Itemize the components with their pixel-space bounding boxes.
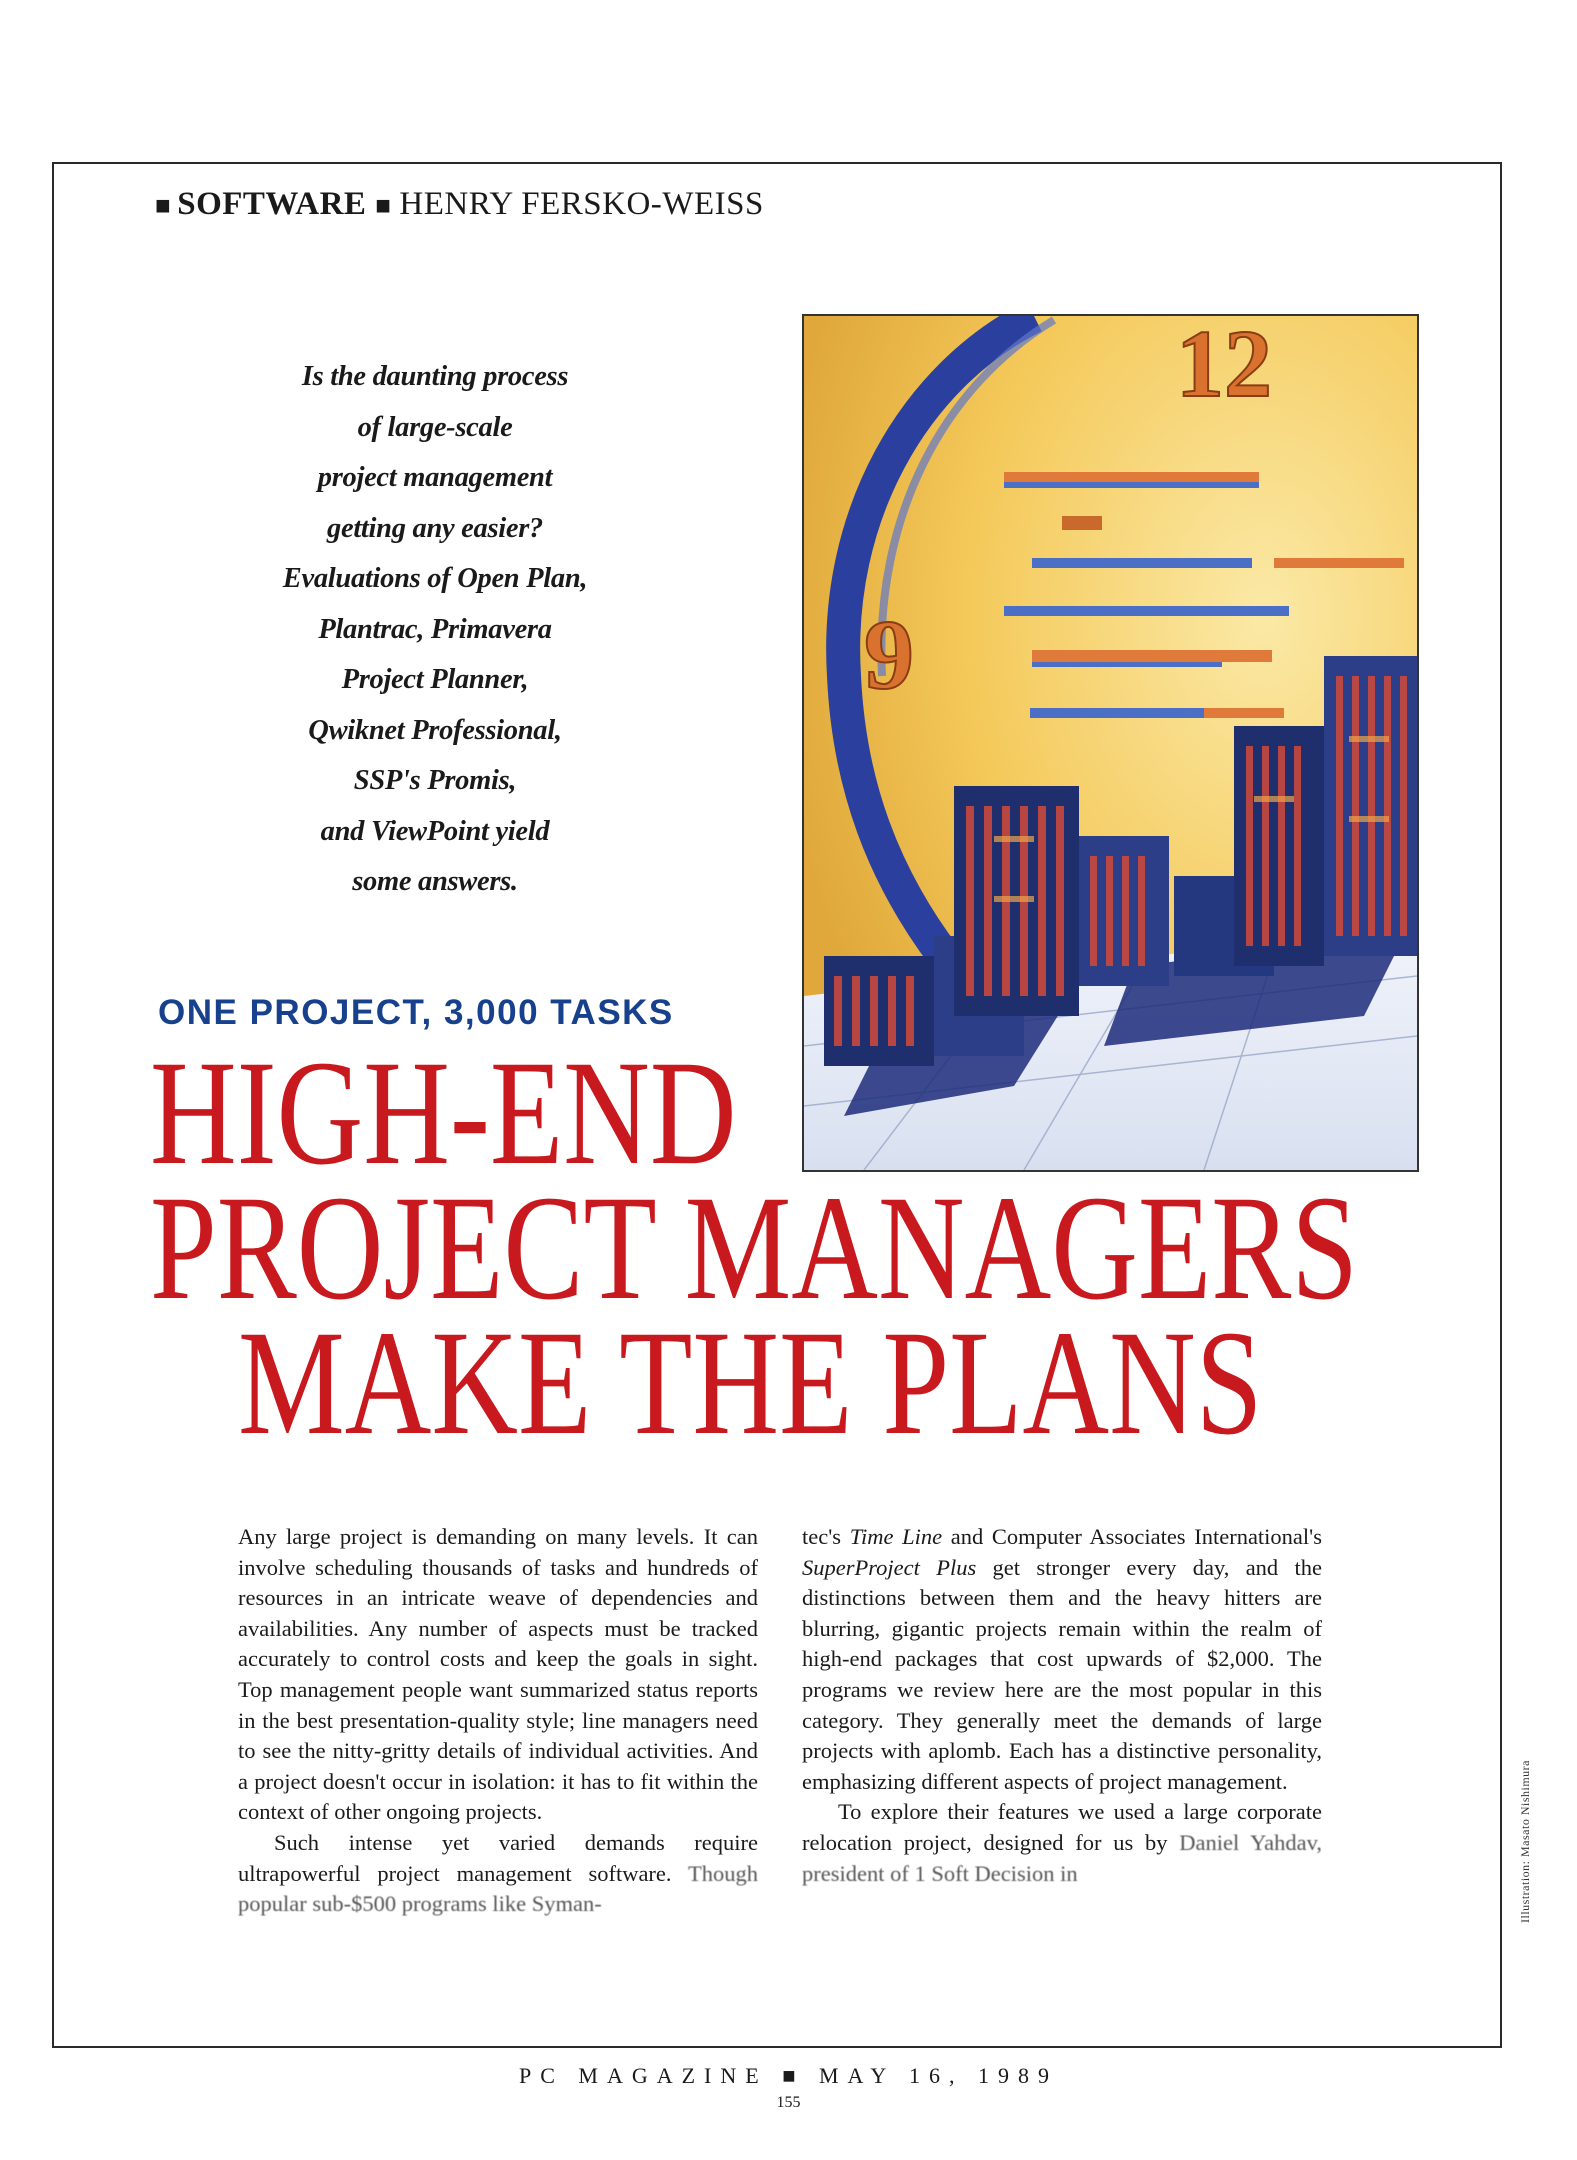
deck (250, 352, 620, 908)
deck-line: Project Planner, (341, 664, 529, 695)
folio-line: PC MAGAZINE ■ MAY 16, 1989 (518, 2063, 1058, 2088)
headline (150, 1030, 1410, 1466)
headline-line-3: MAKE THE PLANS (238, 1300, 1263, 1466)
task-bar (1032, 558, 1252, 568)
body-text: To explore their features we used a large corporate relocation project, designed for us by (802, 1799, 1322, 1855)
page-number: 155 (776, 2094, 801, 2111)
task-bar (1004, 472, 1259, 482)
task-bar (1274, 558, 1404, 568)
task-bar (1030, 708, 1205, 718)
body-text-faded: Though popular sub-$500 programs like Syman- (238, 1860, 758, 1917)
illustration-credit: Illustration: Masato Nishimura (1518, 1760, 1532, 1923)
headline-line-2: PROJECT MANAGERS (150, 1165, 1359, 1331)
deck-line: and ViewPoint yield (320, 815, 550, 847)
body-text: Such intense yet varied demands require ultrapowerful project management software. (238, 1829, 758, 1886)
body-paragraph (802, 1797, 1322, 1889)
deck-line: Is the daunting process (301, 361, 569, 392)
body-paragraph (802, 1522, 1322, 1797)
deck-line: Qwiknet Professional, (308, 714, 562, 746)
author-byline: HENRY FERSKO-WEISS (399, 186, 764, 222)
deck-line: project management (317, 462, 553, 493)
deck-line: getting any easier? (327, 512, 543, 544)
author-marker: ■ (375, 191, 392, 220)
product-name: Time Line (849, 1524, 943, 1549)
body-text: and Computer Associates International's (942, 1524, 1322, 1549)
deck-line: of large-scale (357, 411, 513, 443)
product-name: SuperProject Plus (802, 1554, 977, 1580)
task-bar (1004, 606, 1289, 616)
clock-numeral-12: 12 (1176, 316, 1272, 417)
deck-line: some answers. (352, 866, 518, 897)
deck-line: Evaluations of Open Plan, (282, 563, 588, 594)
body-paragraph (238, 1828, 758, 1920)
clock-numeral-9: 9 (864, 599, 914, 710)
task-bar (1032, 650, 1272, 662)
body-paragraph: Any large project is demanding on many levels. It can involve scheduling thousands of tasks and hundreds of resources in an intricate weave of dependencies and availabilities. Any number of aspects must be tracked accurately to control costs and keep the goals in sight. Top management people want summarized status reports in the best presentation-quality style; line managers need to see the nitty-gritty details of individual activities. And a project doesn't occur in isolation: it has to fit within the context of other ongoing projects. (238, 1524, 758, 1825)
task-bar (1062, 516, 1102, 530)
body-column-1 (238, 1522, 758, 1920)
body-text: tec's (802, 1524, 850, 1549)
headline-eyebrow: ONE PROJECT, 3,000 TASKS (158, 993, 674, 1032)
section-marker: ■ (155, 191, 172, 220)
body-text-faded: Daniel Yahdav, president of 1 Soft Decision in (802, 1829, 1322, 1886)
deck-line: SSP's Promis, (353, 765, 517, 796)
kicker (155, 186, 764, 223)
headline-line-1: HIGH-END (150, 1030, 737, 1196)
clock-cityscape-illustration (802, 314, 1419, 1172)
task-bar (1204, 708, 1284, 718)
body-text: get stronger every day, and the distinctions between them and the heavy hitters are blurring, gigantic projects remain within the realm of high-end packages that cost upwards of $2,000. The programs we review here are the most popular in this category. They generally meet the demands of large projects with aplomb. Each has a distinctive personality, emphasizing different aspects of project management. (802, 1554, 1322, 1794)
deck-line: Plantrac, Primavera (318, 613, 552, 645)
task-bar (1032, 662, 1222, 667)
body-column-2 (802, 1522, 1322, 1889)
section-label: SOFTWARE (177, 186, 367, 222)
task-bar (1004, 482, 1259, 488)
